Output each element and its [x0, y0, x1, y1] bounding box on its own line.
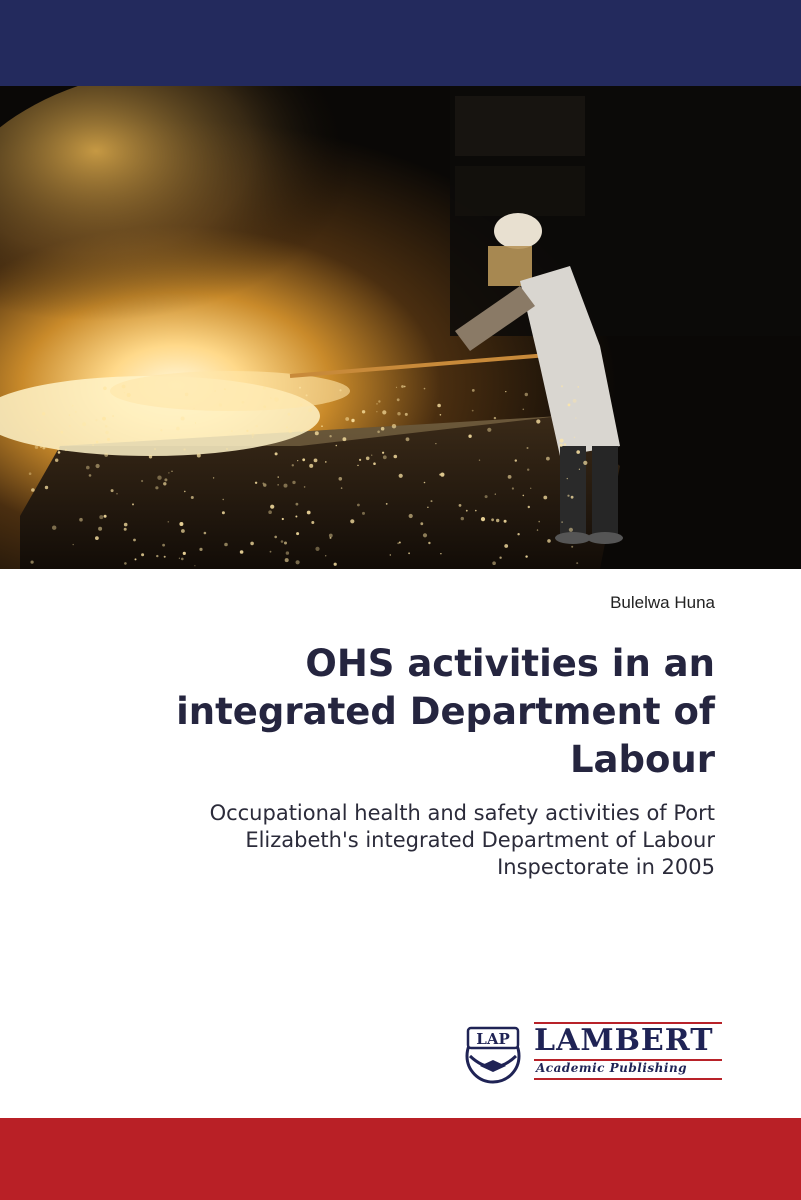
title-line: Labour — [569, 738, 715, 781]
lap-emblem-icon — [460, 1022, 526, 1084]
top-color-band — [0, 0, 801, 86]
book-subtitle — [75, 800, 715, 881]
subtitle-line: Inspectorate in 2005 — [497, 855, 715, 879]
title-line: OHS activities in an — [305, 642, 715, 685]
title-line: integrated Department of — [176, 690, 715, 733]
book-title — [75, 640, 715, 784]
lap-logo-text: LAP — [476, 1030, 510, 1048]
subtitle-line: Elizabeth's integrated Department of Labour — [245, 828, 715, 852]
author-name: Bulelwa Huna — [610, 593, 715, 612]
publisher-tagline: Academic Publishing — [536, 1061, 688, 1075]
publisher-logo — [460, 1022, 726, 1084]
publisher-name: LAMBERT — [534, 1023, 714, 1058]
subtitle-line: Occupational health and safety activities of Port — [209, 801, 715, 825]
cover-photo — [0, 86, 801, 569]
publisher-rule-bottom — [534, 1078, 722, 1080]
bottom-color-band — [0, 1118, 801, 1200]
